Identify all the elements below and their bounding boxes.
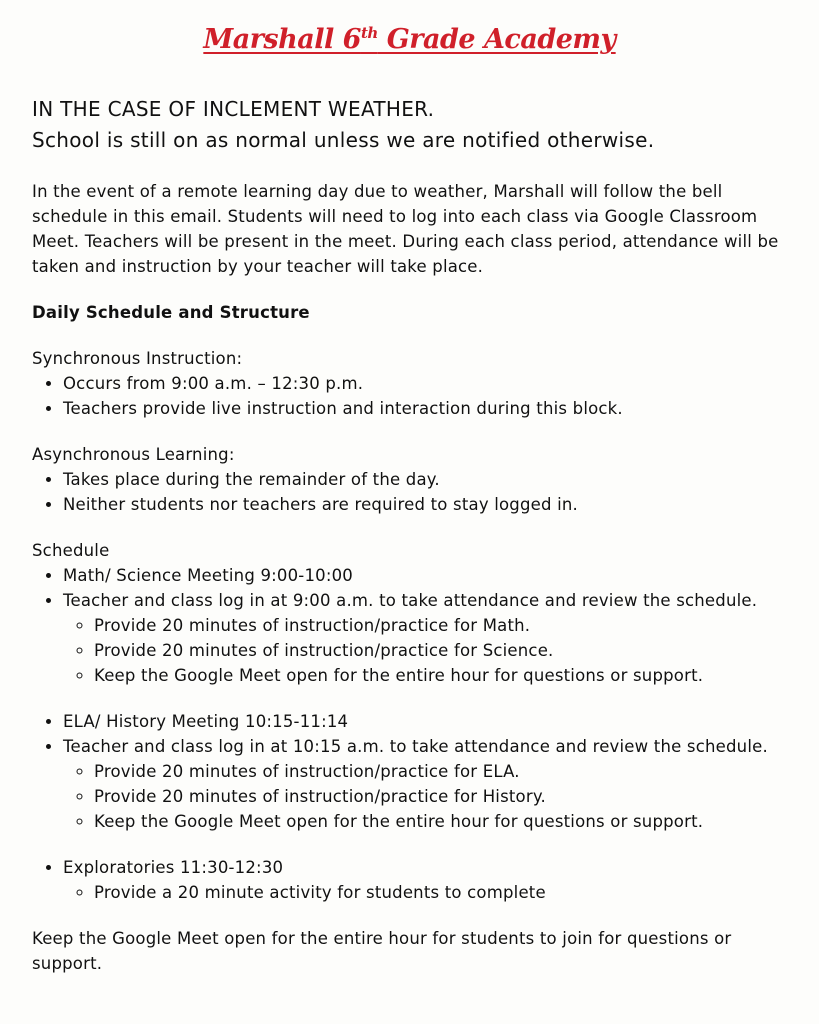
list-item: • Occurs from 9:00 a.m. – 12:30 p.m. <box>63 371 802 396</box>
login-text: Teacher and class log in at 10:15 a.m. to take attendance and review the schedule. <box>63 737 768 756</box>
schedule-list-3 <box>32 855 802 905</box>
weather-heading: IN THE CASE OF INCLEMENT WEATHER. <box>32 97 435 121</box>
list-item: • Teachers provide live instruction and interaction during this block. <box>63 396 802 421</box>
title-superscript: th <box>360 24 378 42</box>
list-item: • Math/ Science Meeting 9:00-10:00 <box>63 563 802 588</box>
sub-list-item: ◦ Provide 20 minutes of instruction/practice for History. <box>94 784 802 809</box>
list-item: • Takes place during the remainder of the day. <box>63 467 802 492</box>
list-item: • Neither students nor teachers are required to stay logged in. <box>63 492 802 517</box>
page-title <box>0 24 819 55</box>
sync-label: Synchronous Instruction: <box>32 349 243 368</box>
weather-subheading: School is still on as normal unless we are notified otherwise. <box>32 128 655 152</box>
sub-list-item: ◦ Provide 20 minutes of instruction/practice for Science. <box>94 638 802 663</box>
list-item: • ELA/ History Meeting 10:15-11:14 <box>63 709 802 734</box>
schedule-label: Schedule <box>32 541 110 560</box>
document-body <box>32 94 802 976</box>
intro-paragraph: In the event of a remote learning day due to weather, Marshall will follow the bell schedule in this email. Students will need to log into each class via Google Classroom Meet. Teachers will be present in the meet. During each class period, attendance will be taken and instruction by your teacher will take place. <box>32 182 779 276</box>
block-title: Exploratories 11:30-12:30 <box>63 858 284 877</box>
sub-list-item: ◦ Provide a 20 minute activity for students to complete <box>94 880 802 905</box>
schedule-list <box>32 563 802 688</box>
list-item <box>63 734 802 834</box>
sub-list-item: ◦ Keep the Google Meet open for the entire hour for questions or support. <box>94 809 802 834</box>
async-list <box>32 467 802 517</box>
list-item <box>63 588 802 688</box>
closing-paragraph: Keep the Google Meet open for the entire hour for students to join for questions or support. <box>32 929 732 973</box>
daily-schedule-heading: Daily Schedule and Structure <box>32 303 310 322</box>
title-text: Marshall 6 <box>203 24 361 55</box>
title-text-rest: Grade Academy <box>377 24 616 55</box>
schedule-list-2 <box>32 709 802 834</box>
list-item <box>63 855 802 905</box>
sub-list-item: ◦ Keep the Google Meet open for the entire hour for questions or support. <box>94 663 802 688</box>
sub-list-item: ◦ Provide 20 minutes of instruction/practice for Math. <box>94 613 802 638</box>
sub-list-item: ◦ Provide 20 minutes of instruction/practice for ELA. <box>94 759 802 784</box>
async-label: Asynchronous Learning: <box>32 445 235 464</box>
login-text: Teacher and class log in at 9:00 a.m. to take attendance and review the schedule. <box>63 591 758 610</box>
sync-list <box>32 371 802 421</box>
